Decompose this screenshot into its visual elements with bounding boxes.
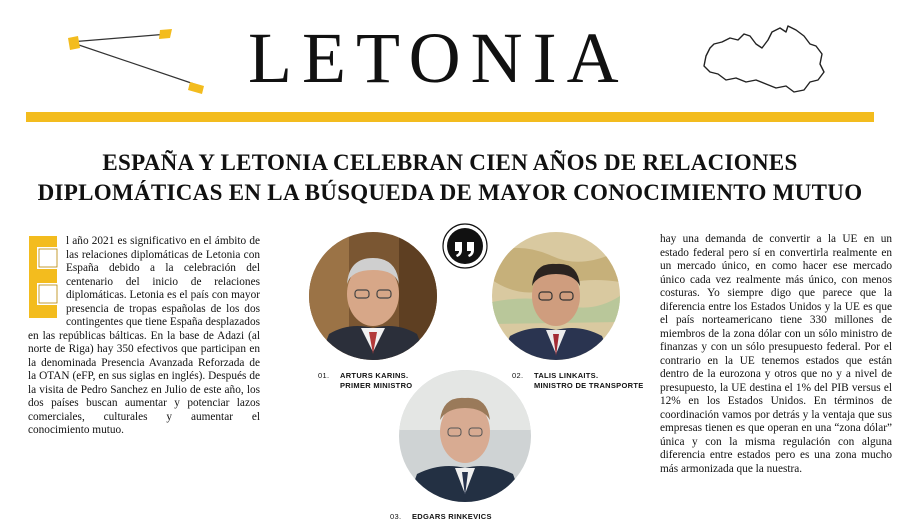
- article-headline: [20, 148, 880, 208]
- left-text-column: [28, 235, 260, 438]
- caption-photo-1: [318, 371, 412, 391]
- masthead-title: LETONIA: [248, 18, 629, 98]
- caption-name: TALIS LINKAITS.: [534, 371, 599, 380]
- gold-stripes-decoration-icon: [60, 20, 210, 100]
- masthead: [0, 0, 900, 120]
- caption-photo-2: [512, 371, 644, 391]
- quote-icon: [441, 222, 489, 270]
- headline-line-1: ESPAÑA Y LETONIA CELEBRAN CIEN AÑOS DE RELACIONES: [102, 150, 798, 175]
- caption-number: 02.: [512, 371, 524, 380]
- masthead-divider-bar: [26, 112, 874, 122]
- photo-talis-linkaits: [492, 232, 620, 360]
- portrait-illustration: [492, 232, 620, 360]
- latvia-map-icon: [700, 22, 828, 96]
- photo-edgars-rinkevics: [399, 370, 531, 502]
- caption-role: MINISTRO DE TRANSPORTE: [534, 381, 644, 390]
- caption-photo-3: [390, 512, 492, 522]
- dropcap-e: [28, 235, 58, 319]
- right-text-column: hay una demanda de convertir a la UE en un estado federal pero sí en convertirla realmente en un mercado único, en como hacer ese mercado único cada vez realmente más único, con menos costuras. Yo siempre digo que parece que la diferencia entre los Estados Unidos y la UE es que el país norteamericano tiene 330 millones de miembros de la zona dólar con un sólo ministro de finanzas y con un sólo presupuesto federal. Por el contrario en la UE tenemos estados que están dentro de la eurozona y otros que no y a nivel de presupuesto, la UE destina el 1% del PIB versus el 12% en los Estados Unidos. En términos de coordinación vamos por detrás y la ventaja que sus empresas tienen es que operan en una “zona dólar” única y con la misma regulación con alguna diferencia entre estados pero es una zona mucho más armonizada que la nuestra.: [660, 233, 892, 475]
- caption-number: 01.: [318, 371, 330, 380]
- caption-name: ARTURS KARINS.: [340, 371, 409, 380]
- caption-role: PRIMER MINISTRO: [340, 381, 413, 390]
- portrait-illustration: [399, 370, 531, 502]
- portrait-illustration: [309, 232, 437, 360]
- headline-line-2: DIPLOMÁTICAS EN LA BÚSQUEDA DE MAYOR CONOCIMIENTO MUTUO: [37, 180, 863, 205]
- left-column-text: l año 2021 es significativo en el ámbito de las relaciones diplomáticas de Letonia con España debido a la celebración del centenario del inicio de relaciones diplomáticas. Letonia es el país con mayor presencia de tropas españolas de los dos contingentes que tiene España desplazados en las repúblicas bálticas. En la base de Adazi (al norte de Riga) hay 350 efectivos que participan en la denominada Presencia Avanzada Reforzada de la OTAN (eFP, en sus siglas en inglés). Después de la visita de Pedro Sanchez en Julio de este año, los dos países buscan aumentar y potenciar lazos comerciales, culturales y aumentar el conocimiento mutuo.: [28, 235, 260, 436]
- caption-name: EDGARS RINKEVICS: [412, 512, 492, 521]
- dropcap-letter: E: [43, 315, 44, 316]
- caption-number: 03.: [390, 512, 402, 521]
- photo-arturs-karins: [309, 232, 437, 360]
